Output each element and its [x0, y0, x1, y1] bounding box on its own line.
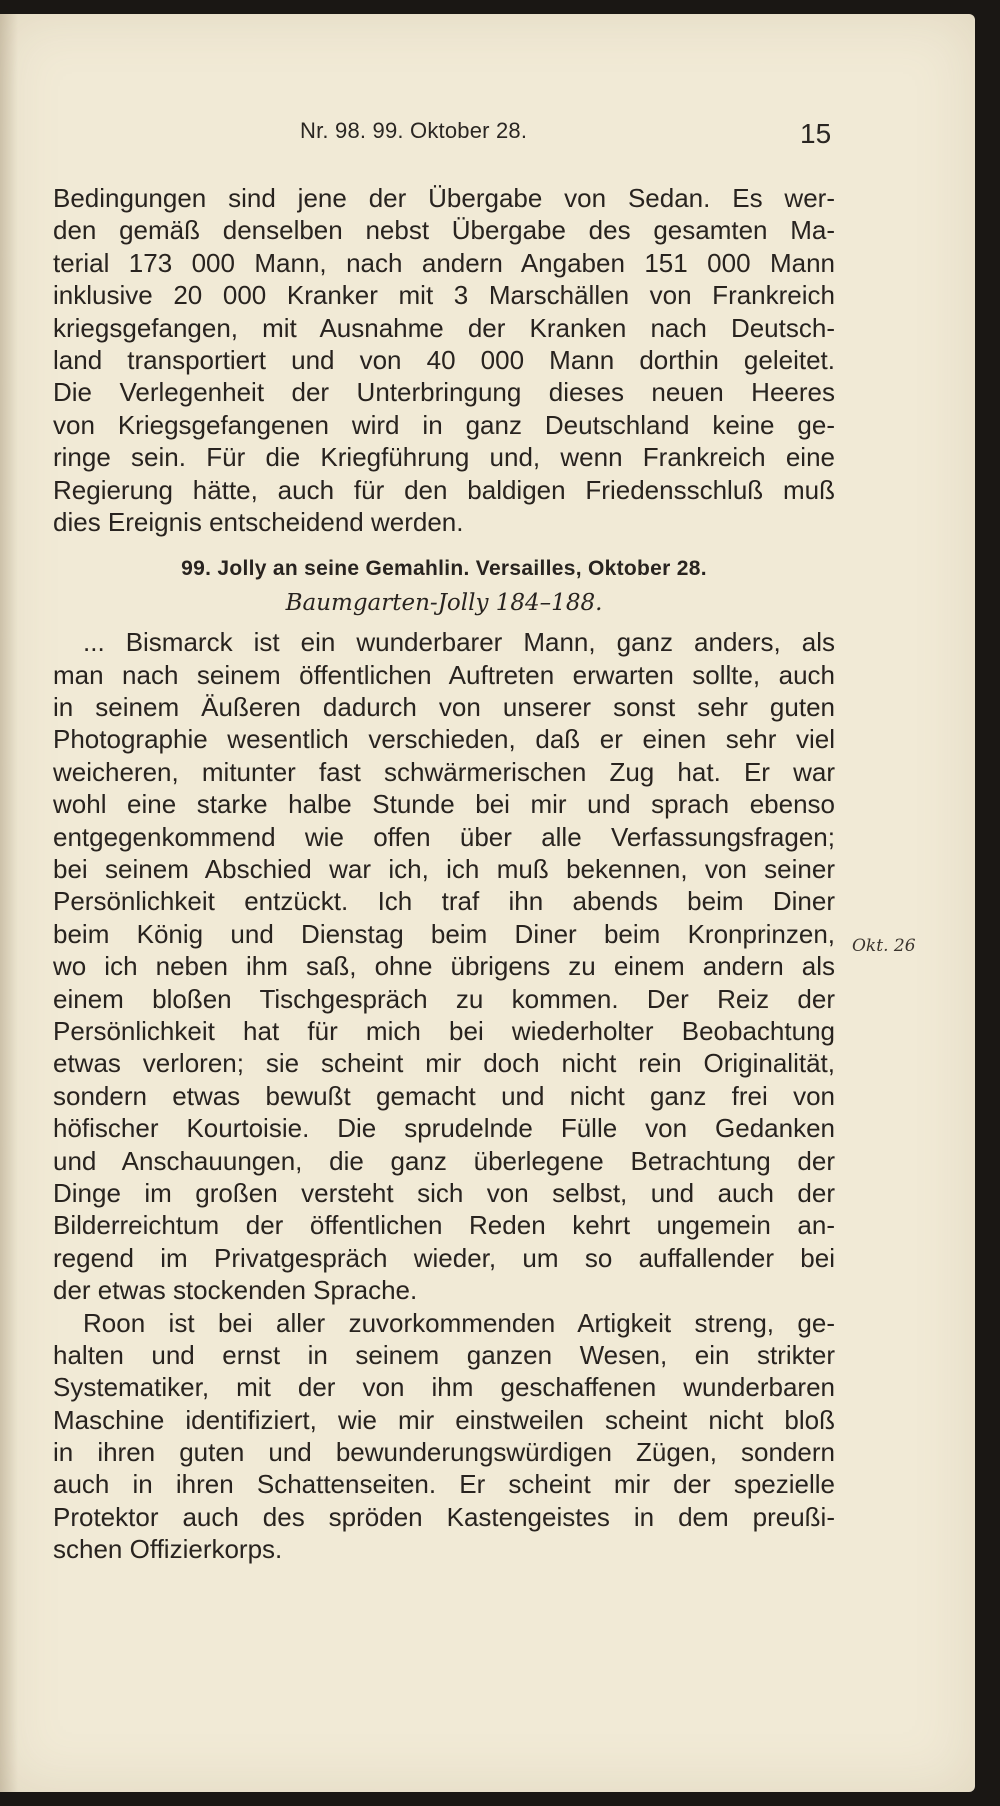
text-line: man nach seinem öffentlichen Auftreten erwarten sollte, auch [53, 659, 835, 690]
page-number: 15 [800, 118, 832, 149]
text-line: regend im Privatgespräch wieder, um so auffallender bei [53, 1242, 835, 1273]
text-line: Persönlichkeit entzückt. Ich traf ihn abends beim Diner [53, 886, 835, 917]
text-line: Maschine identifiziert, wie mir einstweilen scheint nicht bloß [53, 1404, 835, 1435]
text-line: Persönlichkeit hat für mich bei wiederholter Beobachtung [53, 1015, 835, 1046]
text-line: wo ich neben ihm saß, ohne übrigens zu einem andern als [53, 951, 835, 982]
letter-heading: 99. Jolly an seine Gemahlin. Versailles, Oktober 28. [181, 557, 707, 581]
text-line: der etwas stockenden Sprache. [53, 1275, 418, 1306]
text-line: und Anschauungen, die ganz überlegene Betrachtung der [53, 1145, 835, 1176]
paragraph-1 [53, 182, 835, 538]
text-line: entgegenkommend wie offen über alle Verfassungsfragen; [53, 821, 835, 852]
running-head: Nr. 98. 99. Oktober 28. [300, 118, 528, 143]
text-line: Die Verlegenheit der Unterbringung dieses neuen Heeres [53, 377, 835, 408]
paragraph-2 [53, 626, 835, 1306]
page-header [0, 108, 975, 148]
text-line: weicheren, mitunter fast schwärmerischen Zug hat. Er war [53, 756, 835, 787]
text-line: etwas verloren; sie scheint mir doch nicht rein Originalität, [53, 1048, 835, 1079]
text-line: auch in ihren Schattenseiten. Er scheint mir der spezielle [53, 1469, 835, 1500]
text-line: einem bloßen Tischgespräch zu kommen. Der Reiz der [53, 983, 835, 1014]
text-line: von Kriegsgefangenen wird in ganz Deutschland keine ge- [53, 409, 835, 440]
book-page [0, 14, 975, 1792]
text-line: Regierung hätte, auch für den baldigen Friedensschluß muß [53, 474, 835, 505]
spine-shadow [0, 14, 18, 1792]
text-line: terial 173 000 Mann, nach andern Angaben 151 000 Mann [53, 247, 835, 278]
text-line: land transportiert und von 40 000 Mann dorthin geleitet. [53, 344, 835, 375]
text-line: Roon ist bei aller zuvorkommenden Artigkeit streng, ge- [83, 1307, 835, 1338]
margin-note: Okt. 26 [852, 936, 916, 956]
text-line: in ihren guten und bewunderungswürdigen Zügen, sondern [53, 1437, 835, 1468]
text-line: halten und ernst in seinem ganzen Wesen, ein strikter [53, 1339, 835, 1370]
text-line: Bilderreichtum der öffentlichen Reden kehrt ungemein an- [53, 1210, 835, 1241]
text-line: Systematiker, mit der von ihm geschaffenen wunderbaren [53, 1372, 835, 1403]
text-line: Photographie wesentlich verschieden, daß er einen sehr viel [53, 724, 835, 755]
text-line: schen Offizierkorps. [53, 1534, 283, 1565]
letter-source: Baumgarten-Jolly 184–188. [285, 590, 603, 617]
body-text [53, 182, 835, 1566]
text-line: kriegsgefangen, mit Ausnahme der Kranken nach Deutsch- [53, 312, 835, 343]
text-line: beim König und Dienstag beim Diner beim Kronprinzen, [53, 918, 835, 949]
text-line: ringe sein. Für die Kriegführung und, wenn Frankreich eine [53, 442, 835, 473]
text-line: wohl eine starke halbe Stunde bei mir und sprach ebenso [53, 789, 835, 820]
text-line: höfischer Kourtoisie. Die sprudelnde Fülle von Gedanken [53, 1113, 835, 1144]
paragraph-3 [53, 1307, 835, 1566]
text-line: bei seinem Abschied war ich, ich muß bekennen, von seiner [53, 854, 835, 885]
text-line: den gemäß denselben nebst Übergabe des gesamten Ma- [53, 215, 835, 246]
text-line: Protektor auch des spröden Kastengeistes in dem preußi- [53, 1501, 835, 1532]
text-line: Bedingungen sind jene der Übergabe von Sedan. Es wer- [53, 183, 835, 213]
text-line: ... Bismarck ist ein wunderbarer Mann, ganz anders, als [83, 627, 835, 658]
text-line: in seinem Äußeren dadurch von unserer sonst sehr guten [53, 692, 835, 723]
text-line: Dinge im großen versteht sich von selbst, und auch der [53, 1177, 835, 1208]
text-line: sondern etwas bewußt gemacht und nicht ganz frei von [53, 1080, 835, 1111]
text-line: inklusive 20 000 Kranker mit 3 Marschällen von Frankreich [53, 280, 835, 311]
text-line: dies Ereignis entscheidend werden. [53, 506, 464, 537]
